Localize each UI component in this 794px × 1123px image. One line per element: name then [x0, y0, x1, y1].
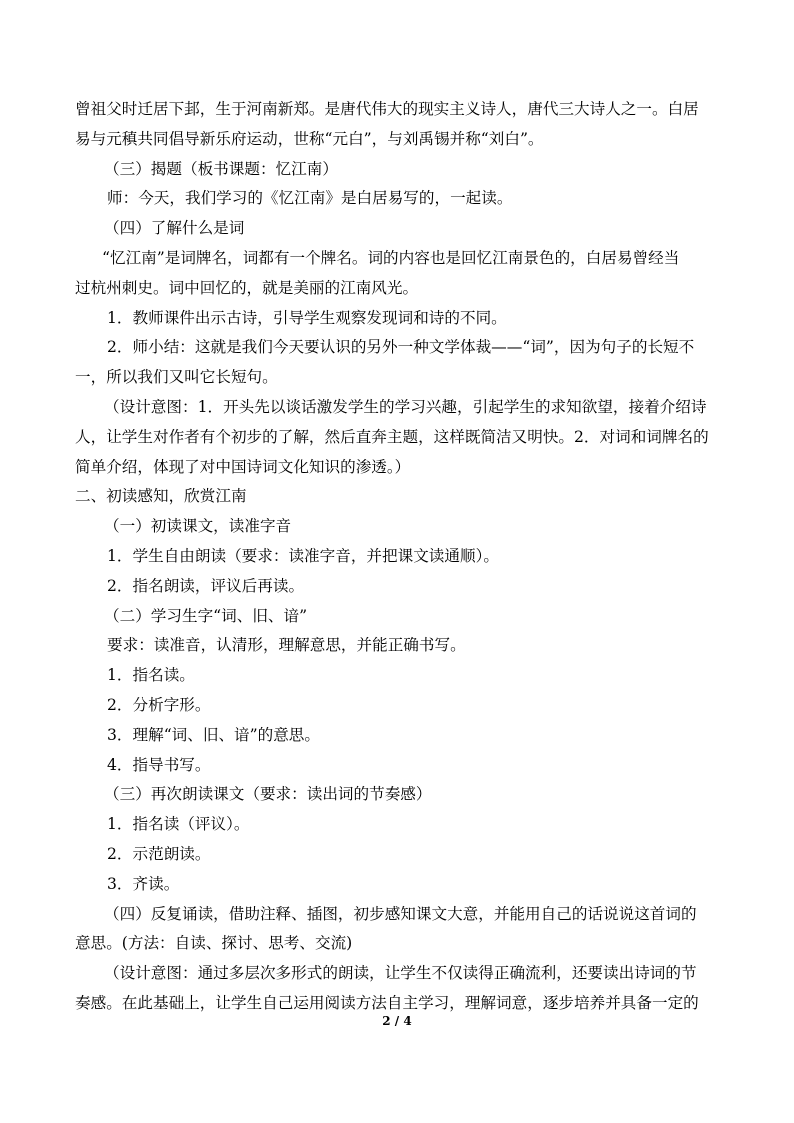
design-note: 人，让学生对作者有个初步的了解，然后直奔主题，这样既简洁又明快。2．对词和词牌名的 [75, 427, 709, 446]
list-item: 2．师小结：这就是我们今天要认识的另外一种文学体裁——“词”，因为句子的长短不 [107, 338, 695, 357]
text-line: 过杭州刺史。词中回忆的，就是美丽的江南风光。 [75, 278, 419, 297]
text-line: 曾祖父时迁居下邽，生于河南新郑。是唐代伟大的现实主义诗人，唐代三大诗人之一。白居 [75, 100, 699, 118]
subsection-heading: （四）了解什么是词 [104, 219, 245, 238]
text-line: 意思。(方法：自读、探讨、思考、交流) [75, 934, 353, 953]
subsection-heading: （一）初读课文，读准字音 [104, 517, 292, 536]
design-note: （设计意图：1．开头先以谈话激发学生的学习兴趣，引起学生的求知欲望，接着介绍诗 [104, 398, 707, 416]
subsection-heading: （四）反复诵读，借助注释、插图，初步感知课文大意，并能用自己的话说说这首词的 [104, 904, 697, 923]
list-item: 1．指名读。 [107, 666, 195, 685]
list-item: 1．教师课件出示古诗，引导学生观察发现词和诗的不同。 [107, 308, 507, 327]
list-item: 1．指名读（评议）。 [107, 815, 250, 834]
list-item: 3．齐读。 [107, 874, 180, 893]
list-item: 4．指导书写。 [107, 755, 211, 774]
text-line: 易与元稹共同倡导新乐府运动，世称“元白”，与刘禹锡并称“刘白”。 [75, 129, 544, 148]
design-note: （设计意图：通过多层次多形式的朗读，让学生不仅读得正确流利，还要读出诗词的节 [104, 964, 697, 983]
text-line: “忆江南”是词牌名，词都有一个牌名。词的内容也是回忆江南景色的，白居易曾经当 [102, 249, 680, 267]
list-item: 2．分析字形。 [107, 696, 211, 714]
list-item: 1．学生自由朗读（要求：读准字音，并把课文读通顺）。 [107, 547, 499, 565]
subsection-heading: （三）揭题（板书课题：忆江南） [104, 159, 338, 178]
list-item: 3．理解“词、旧、谙”的意思。 [107, 725, 320, 744]
text-line: 一，所以我们又叫它长短句。 [75, 368, 278, 387]
design-note: 奏感。在此基础上，让学生自己运用阅读方法自主学习，理解词意，逐步培养并具备一定的 [75, 994, 699, 1012]
subsection-heading: （三）再次朗读课文（要求：读出词的节奏感） [104, 785, 432, 804]
section-heading: 二、初读感知，欣赏江南 [75, 487, 247, 506]
design-note: 简单介绍，体现了对中国诗词文化知识的渗透。） [75, 457, 411, 476]
text-line: 要求：读准音，认清形，理解意思，并能正确书写。 [107, 636, 466, 655]
list-item: 2．指名朗读，评议后再读。 [107, 576, 305, 595]
text-line: 师：今天，我们学习的《忆江南》是白居易写的，一起读。 [107, 189, 513, 208]
page-number: 2 / 4 [382, 1014, 412, 1028]
list-item: 2．示范朗读。 [107, 845, 211, 863]
subsection-heading: （二）学习生字“词、旧、谙” [104, 606, 308, 625]
